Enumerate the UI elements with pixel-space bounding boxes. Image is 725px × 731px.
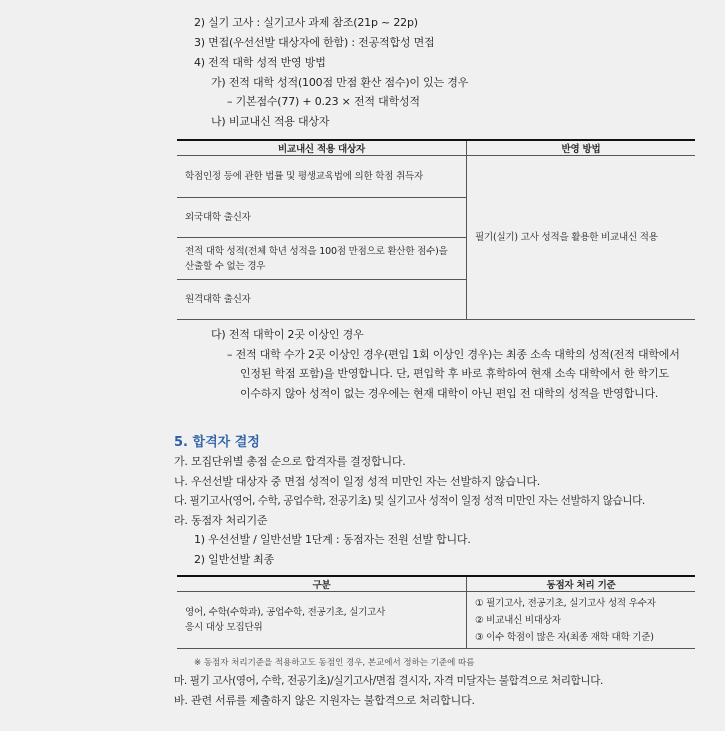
table-cell: 원격대학 출신자: [177, 280, 467, 320]
section-title: 5. 합격자 결정: [174, 435, 260, 450]
cell-line: ② 비교내신 비대상자: [475, 614, 561, 626]
table-header: 동점자 처리 기준: [467, 576, 696, 592]
cell-line: 산출할 수 없는 경우: [185, 260, 266, 272]
table-header: 구분: [177, 576, 467, 592]
formula-line: – 기본점수(77) + 0.23 × 전적 대학성적: [227, 95, 420, 108]
tie-break-table: [177, 575, 695, 649]
multiple-college-line: 다) 전적 대학이 2곳 이상인 경우: [211, 328, 364, 341]
final-line-ba: 바. 관련 서류를 제출하지 않은 지원자는 불합격으로 처리합니다.: [174, 694, 475, 707]
selection-line-da: 다. 필기고사(영어, 수학, 공업수학, 전공기초) 및 실기고사 성적이 일정 성적 미만인 자는 선발하지 않습니다.: [174, 495, 645, 507]
cell-line: 영어, 수학(수학과), 공업수학, 전공기초, 실기고사: [185, 607, 386, 618]
final-line-ma: 마. 필기 고사(영어, 수학, 전공기초)/실기고사/면접 결시자, 자격 미달자는 불합격으로 처리합니다.: [174, 675, 604, 687]
method-cell: 필기(실기) 고사 성적을 활용한 비교내신 적용: [467, 156, 696, 320]
tie-note: ※ 동점자 처리기준을 적용하고도 동점인 경우, 본교에서 정하는 기준에 따름: [194, 658, 475, 668]
interview-line: 3) 면접(우선선발 대상자에 한함) : 전공적합성 면접: [194, 36, 435, 49]
comparison-grade-table: [177, 139, 695, 320]
selection-line-ra: 라. 동점자 처리기준: [174, 514, 268, 527]
table-header: 비교내신 적용 대상자: [177, 140, 467, 156]
exam-practical-line: 2) 실기 고사 : 실기고사 과제 참조(21p ~ 22p): [194, 16, 418, 29]
multiple-college-detail-2: 인정된 학점 포함)을 반영합니다. 단, 편입학 후 바로 휴학하여 현재 소속 대학에서 한 학기도: [240, 367, 669, 380]
table-header: 반영 방법: [467, 140, 696, 156]
tie-rule-line-2: 2) 일반선발 최종: [194, 553, 275, 566]
table-cell: 학점인정 등에 관한 법률 및 평생교육법에 의한 학점 취득자: [177, 156, 467, 198]
cell-line: 전적 대학 성적(전체 학년 성적을 100점 만점으로 환산한 점수)을: [185, 245, 448, 257]
comparison-target-line: 나) 비교내신 적용 대상자: [211, 115, 330, 128]
selection-line-na: 나. 우선선발 대상자 중 면접 성적이 일정 성적 미만인 자는 선발하지 않습니다.: [174, 475, 541, 488]
cell-line: ③ 이수 학점이 많은 자(최종 재학 대학 기준): [475, 631, 654, 643]
selection-line-ga: 가. 모집단위별 총점 순으로 합격자를 결정합니다.: [174, 455, 406, 468]
table-cell: [177, 238, 467, 280]
table-cell: [467, 592, 696, 649]
multiple-college-detail-1: – 전적 대학 수가 2곳 이상인 경우(편입 1회 이상인 경우)는 최종 소속 대학의 성적(전적 대학에서: [227, 348, 680, 361]
tie-rule-line-1: 1) 우선선발 / 일반선발 1단계 : 동점자는 전원 선발 합니다.: [194, 533, 471, 546]
transcript-score-line: 가) 전적 대학 성적(100점 만점 환산 점수)이 있는 경우: [211, 76, 469, 89]
cell-line: ① 필기고사, 전공기초, 실기고사 성적 우수자: [475, 597, 656, 609]
table-cell: 외국대학 출신자: [177, 198, 467, 238]
multiple-college-detail-3: 이수하지 않아 성적이 없는 경우에는 현재 대학이 아닌 편입 전 대학의 성적을 반영합니다.: [240, 387, 659, 400]
cell-line: 응시 대상 모집단위: [185, 622, 263, 633]
table-cell: [177, 592, 467, 649]
transcript-method-line: 4) 전적 대학 성적 반영 방법: [194, 56, 326, 69]
